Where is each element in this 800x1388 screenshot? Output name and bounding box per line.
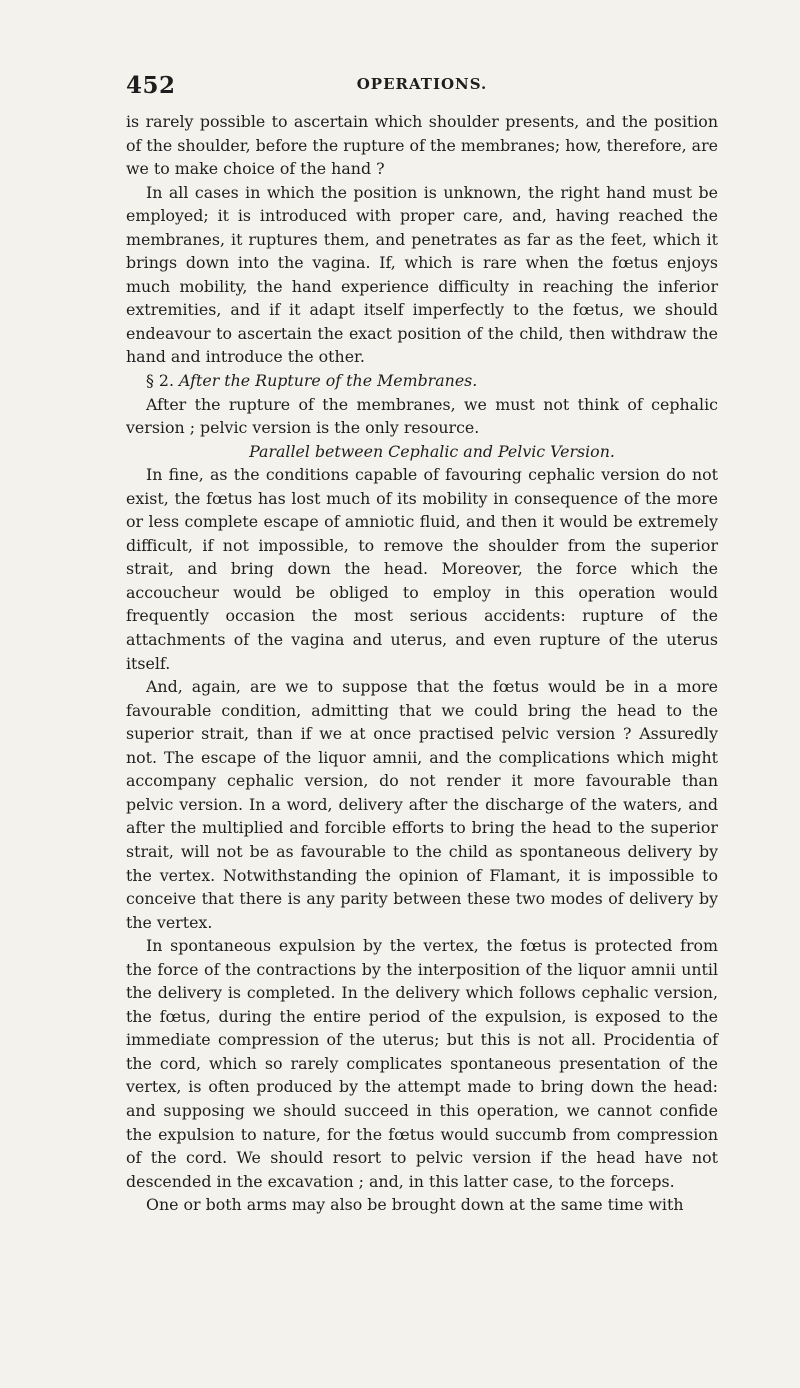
paragraph: In all cases in which the position is unknown, the right hand must be employed; it is introduced with proper care, and, having reached the membranes, it ruptures them, and penetrates as far as the feet, which it brings down into the vagina. If, which is rare when the fœtus enjoys much mobility, the hand experience difficulty in reaching the inferior extremities, and if it adapt itself imperfectly to the fœtus, we should endeavour to ascertain the exact position of the child, then withdraw the hand and introduce the other. (126, 182, 718, 367)
section-number: § 2. (146, 371, 174, 391)
paragraph-continuation: is rarely possible to ascertain which shoulder presents, and the position of the shoulder, before the rupture of the membranes; how, therefore, are we to make choice of the hand ? (126, 112, 718, 179)
section-title: After the Rupture of the Membranes. (179, 371, 478, 391)
paragraph: In spontaneous expulsion by the vertex, the fœtus is protected from the force of the contractions by the interposition of the liquor amnii until the delivery is completed. In the delivery which follows cephalic version, the fœtus, during the entire period of the expulsion, is exposed to the immediate compression of the uterus; but this is not all. Procidentia of the cord, which so rarely complicates spontaneous presentation of the vertex, is often produced by the attempt made to bring down the head: and supposing we should succeed in this operation, we cannot confide the expulsion to nature, for the fœtus would succumb from compression of the cord. We should resort to pelvic version if the head have not descended in the excavation ; and, in this latter case, to the forceps. (126, 936, 718, 1191)
page-number: 452 (126, 72, 176, 99)
page-header (126, 72, 718, 102)
subheading: Parallel between Cephalic and Pelvic Version. (249, 441, 615, 461)
paragraph: After the rupture of the membranes, we must not think of cephalic version ; pelvic version is the only resource. (126, 394, 718, 438)
paragraph: And, again, are we to suppose that the fœtus would be in a more favourable condition, admitting that we could bring the head to the superior strait, than if we at once practised pelvic version ? Assuredly not. The escape of the liquor amnii, and the complications which might accompany cephalic version, do not render it more favourable than pelvic version. In a word, delivery after the discharge of the waters, and after the multiplied and forcible efforts to bring the head to the superior strait, will not be as favourable to the child as spontaneous delivery by the vertex. Notwithstanding the opinion of Flamant, it is impossible to conceive that there is any parity between these two modes of delivery by the vertex. (126, 677, 718, 932)
paragraph: In fine, as the conditions capable of favouring cephalic version do not exist, the fœtus has lost much of its mobility in consequence of the more or less complete escape of amniotic fluid, and then it would be extremely difficult, if not impossible, to remove the shoulder from the superior strait, and bring down the head. Moreover, the force which the accoucheur would be obliged to employ in this operation would frequently occasion the most serious accidents: rupture of the attachments of the vagina and uterus, and even rupture of the uterus itself. (126, 465, 718, 673)
running-title: OPERATIONS. (356, 75, 488, 93)
paragraph: One or both arms may also be brought down at the same time with (146, 1195, 684, 1215)
section-heading (126, 369, 718, 393)
page-body (126, 110, 718, 1217)
